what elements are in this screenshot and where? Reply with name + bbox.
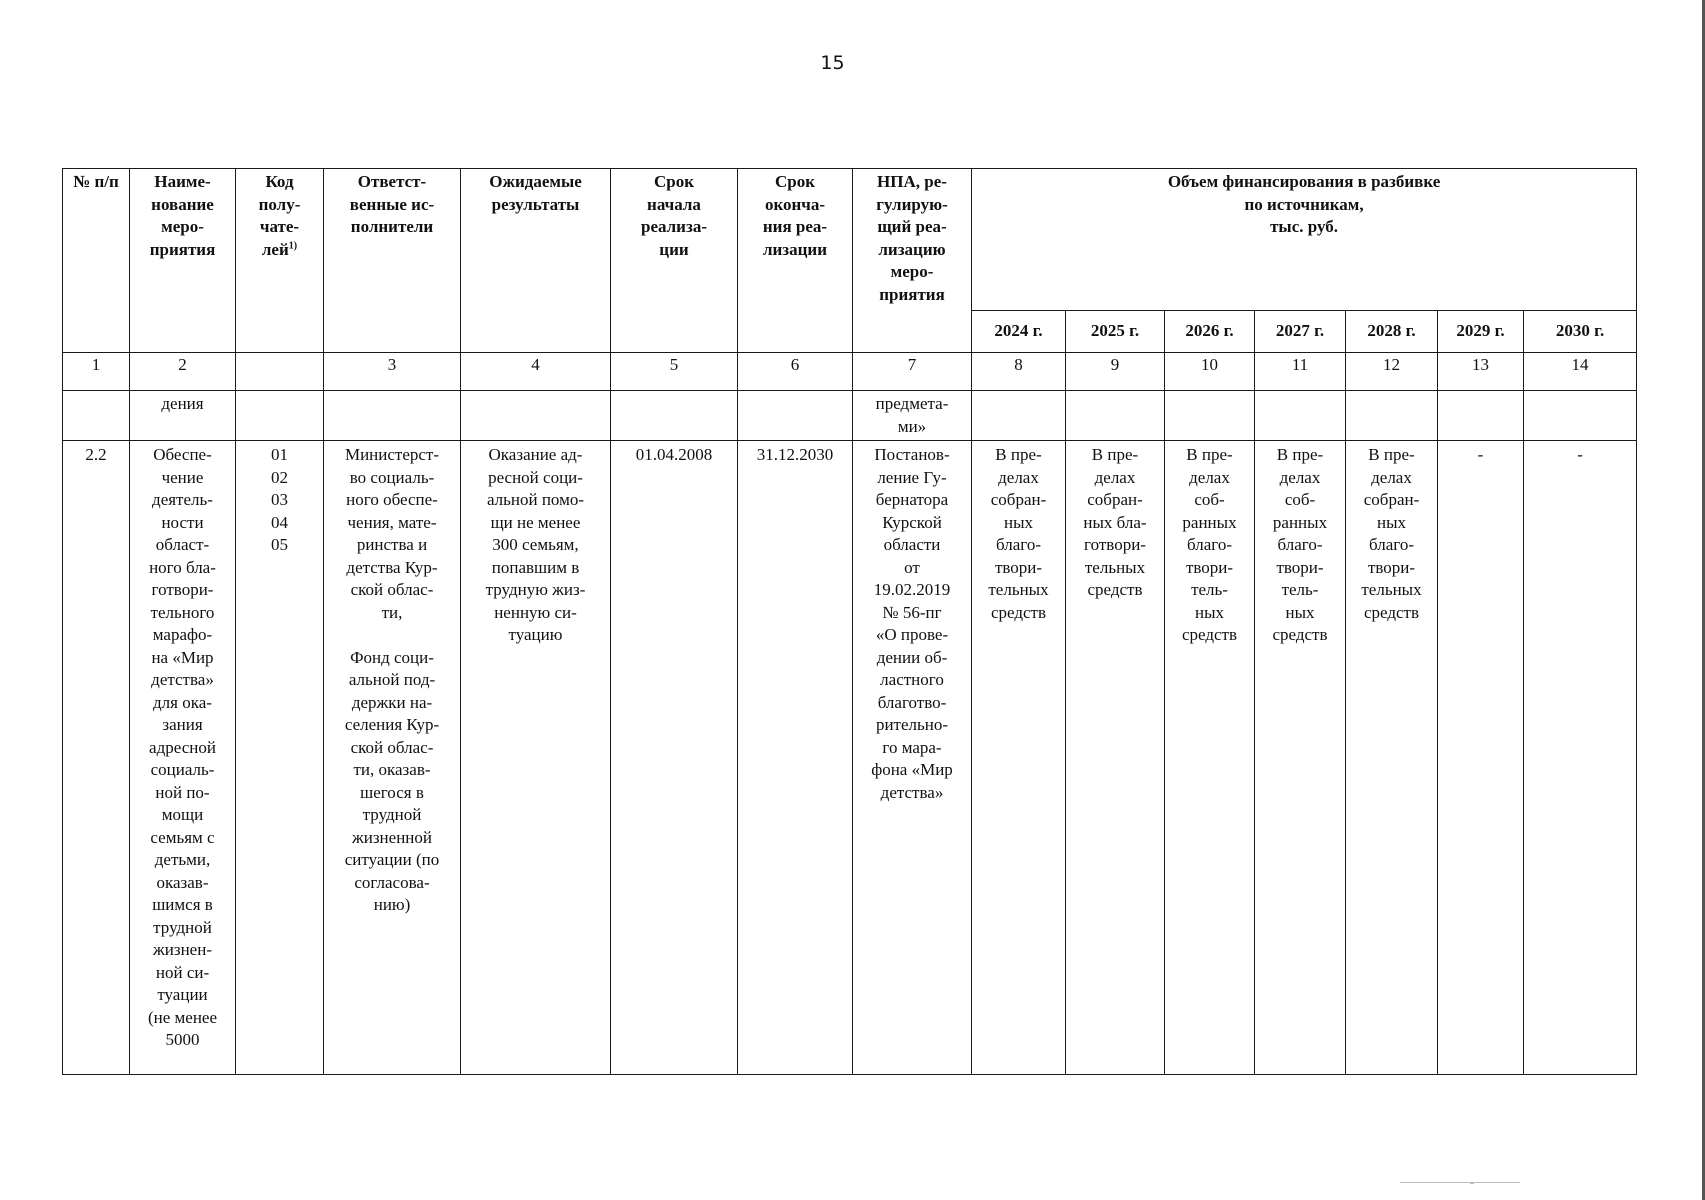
table-cell (324, 391, 461, 441)
column-number: 9 (1066, 353, 1165, 391)
column-numbers-row (63, 353, 1637, 391)
table-cell (236, 391, 324, 441)
funding-2024: В пре- делах собран- ных благо- твори- тельных средств (972, 441, 1066, 1075)
column-number: 5 (611, 353, 738, 391)
header-expected-results: Ожидаемые результаты (461, 169, 611, 353)
header-year: 2024 г. (972, 311, 1066, 353)
responsible-executors: Министерст- во социаль- ного обеспе- чения, мате- ринства и детства Кур- ской облас- ти, Фонд соци- альной под- держки на- селения Кур- ской облас- ти, оказав- шегося в трудной жизненной ситуации (по согласова- нию) (324, 441, 461, 1075)
funding-2028: В пре- делах собран- ных благо- твори- тельных средств (1346, 441, 1438, 1075)
column-number: 10 (1165, 353, 1255, 391)
header-start-date: Срок начала реализа- ции (611, 169, 738, 353)
funding-2030: - (1524, 441, 1637, 1075)
npa-reference: Постанов- ление Гу- бернатора Курской области от 19.02.2019 № 56-пг «О прове- дении об- ластного благотво- рительно- го мара- фона «Мир детства» (853, 441, 972, 1075)
column-number: 7 (853, 353, 972, 391)
header-year: 2030 г. (1524, 311, 1637, 353)
continuation-name: дения (130, 391, 236, 441)
table-cell (1066, 391, 1165, 441)
header-row (63, 169, 1637, 311)
table-cell (1524, 391, 1637, 441)
end-date: 31.12.2030 (738, 441, 853, 1075)
table-cell (1346, 391, 1438, 441)
header-year: 2029 г. (1438, 311, 1524, 353)
table-row (63, 441, 1637, 1075)
row-number: 2.2 (63, 441, 130, 1075)
scan-noise (1400, 1182, 1520, 1183)
column-number (236, 353, 324, 391)
column-number: 1 (63, 353, 130, 391)
column-number: 2 (130, 353, 236, 391)
expected-results: Оказание ад- ресной соци- альной помо- щи не менее 300 семьям, попавшим в трудную жиз- ненную си- туацию (461, 441, 611, 1075)
header-no: № п/п (63, 169, 130, 353)
start-date: 01.04.2008 (611, 441, 738, 1075)
column-number: 11 (1255, 353, 1346, 391)
header-npa: НПА, ре- гулирую- щий реа- лизацию меро- приятия (853, 169, 972, 353)
header-recipient-code (236, 169, 324, 353)
page-number: 15 (820, 52, 845, 74)
table-cell (461, 391, 611, 441)
financing-table-wrapper (62, 168, 1637, 1075)
column-number: 14 (1524, 353, 1637, 391)
continuation-npa: предмета- ми» (853, 391, 972, 441)
table-cell (1255, 391, 1346, 441)
column-number: 8 (972, 353, 1066, 391)
continuation-row (63, 391, 1637, 441)
funding-2029: - (1438, 441, 1524, 1075)
financing-table (62, 168, 1637, 1075)
header-recipient-code-text: Код полу- чате- лей (258, 172, 301, 259)
footnote-marker: 1) (288, 239, 298, 251)
column-number: 13 (1438, 353, 1524, 391)
header-responsible: Ответст- венные ис- полнители (324, 169, 461, 353)
funding-2027: В пре- делах соб- ранных благо- твори- тель- ных средств (1255, 441, 1346, 1075)
table-cell (1165, 391, 1255, 441)
recipient-codes: 01 02 03 04 05 (236, 441, 324, 1075)
table-cell (63, 391, 130, 441)
column-number: 3 (324, 353, 461, 391)
header-event-name: Наиме- нование меро- приятия (130, 169, 236, 353)
column-number: 4 (461, 353, 611, 391)
event-name: Обеспе- чение деятель- ности област- ного бла- готвори- тельного марафо- на «Мир детства» для ока- зания адресной социаль- ной по- мощи семьям с детьми, оказав- шимся в трудной жизнен- ной си- туации (не менее 5000 (130, 441, 236, 1075)
scan-noise (1470, 1183, 1474, 1184)
table-cell (611, 391, 738, 441)
column-number: 6 (738, 353, 853, 391)
header-year: 2028 г. (1346, 311, 1438, 353)
column-number: 12 (1346, 353, 1438, 391)
table-cell (1438, 391, 1524, 441)
header-year: 2025 г. (1066, 311, 1165, 353)
funding-2025: В пре- делах собран- ных бла- готвори- тельных средств (1066, 441, 1165, 1075)
table-cell (738, 391, 853, 441)
header-year: 2026 г. (1165, 311, 1255, 353)
funding-2026: В пре- делах соб- ранных благо- твори- тель- ных средств (1165, 441, 1255, 1075)
header-end-date: Срок оконча- ния реа- лизации (738, 169, 853, 353)
header-funding: Объем финансирования в разбивке по источникам, тыс. руб. (972, 169, 1637, 311)
table-cell (972, 391, 1066, 441)
header-year: 2027 г. (1255, 311, 1346, 353)
